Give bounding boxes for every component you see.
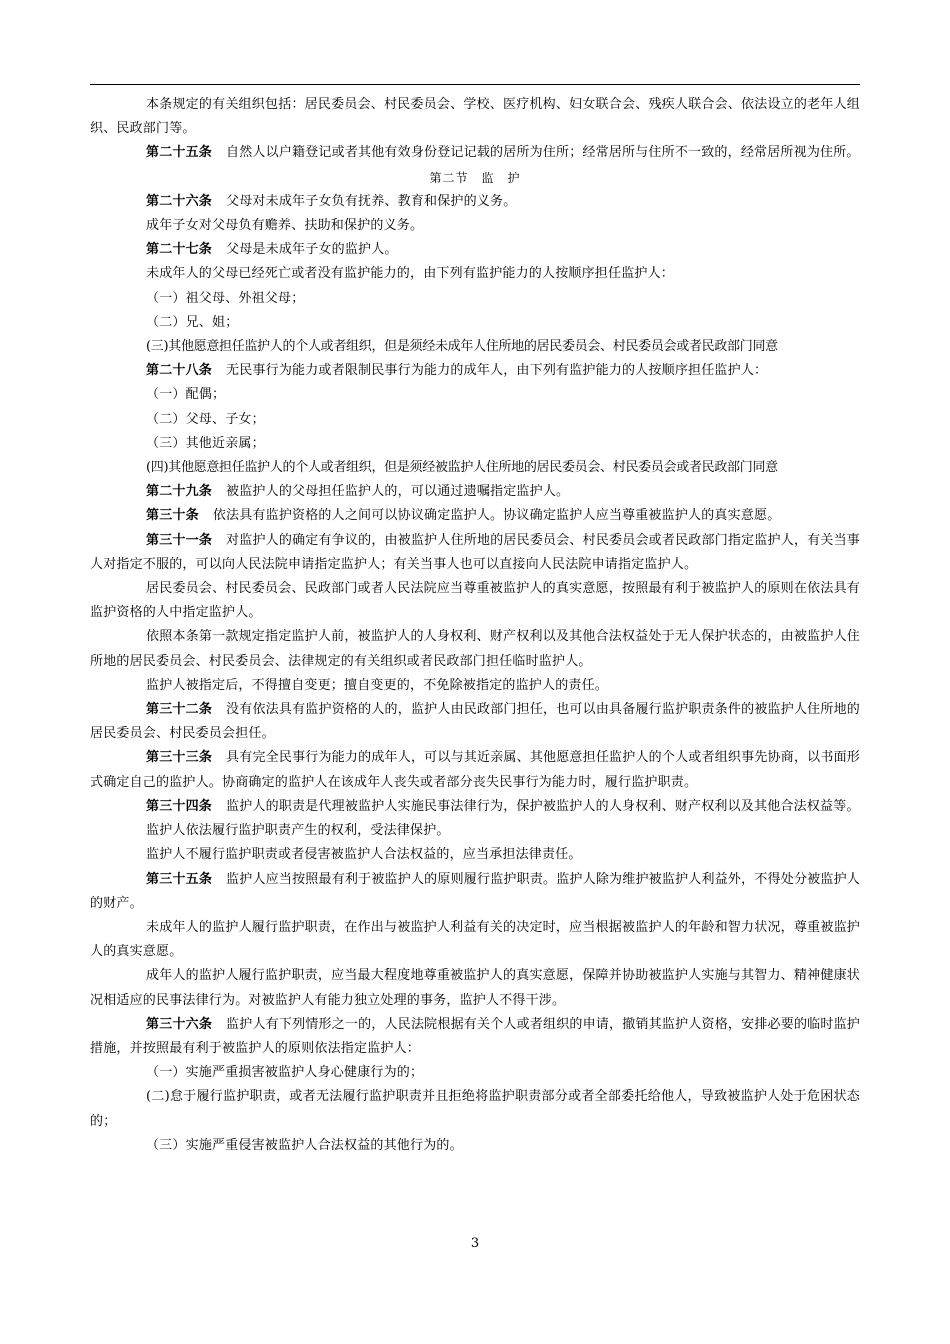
paragraph: 成年子女对父母负有赡养、扶助和保护的义务。 bbox=[146, 218, 424, 234]
paragraph: 成年人的监护人履行监护职责，应当最大程度地尊重被监护人的真实意愿，保障并协助被监护人实施与其智力、精神健康状况相适应的民事法律行为。对被监护人有能力独立处理的事务，监护人不得干涉。 bbox=[90, 968, 860, 1008]
paragraph: 本条规定的有关组织包括：居民委员会、村民委员会、学校、医疗机构、妇女联合会、残疾人联合会、依法设立的老年人组织、民政部门等。 bbox=[90, 97, 860, 137]
article-28: 第二十八条 无民事行为能力或者限制民事行为能力的成年人，由下列有监护能力的人按顺序担任监护人： bbox=[146, 363, 768, 379]
article-label: 第三十条 bbox=[146, 508, 199, 524]
article-27: 第二十七条 父母是未成年子女的监护人。 bbox=[146, 242, 398, 258]
article-33: 第三十三条 具有完全民事行为能力的成年人，可以与其近亲属、其他愿意担任监护人的个人或者组织事先协商，以书面形式确定自己的监护人。协商确定的监护人在该成年人丧失或者部分丧失民事行为能力时，履行监护职责。 bbox=[90, 750, 860, 790]
paragraph: 未成年人的父母已经死亡或者没有监护能力的，由下列有监护能力的人按顺序担任监护人： bbox=[146, 266, 675, 282]
paragraph: 依照本条第一款规定指定监护人前，被监护人的人身权利、财产权利以及其他合法权益处于无人保护状态的，由被监护人住所地的居民委员会、村民委员会、法律规定的有关组织或者民政部门担任临时监护人。 bbox=[90, 629, 860, 669]
paragraph: 监护人不履行监护职责或者侵害被监护人合法权益的，应当承担法律责任。 bbox=[146, 847, 582, 863]
article-label: 第二十六条 bbox=[146, 193, 213, 209]
article-26: 第二十六条 父母对未成年子女负有抚养、教育和保护的义务。 bbox=[146, 193, 517, 209]
article-label: 第三十三条 bbox=[146, 750, 213, 766]
article-label: 第三十五条 bbox=[146, 871, 213, 887]
list-item: (二)怠于履行监护职责，或者无法履行监护职责并且拒绝将监护职责部分或者全部委托给他人，导致被监护人处于危困状态的； bbox=[90, 1089, 860, 1129]
article-label: 第二十五条 bbox=[146, 145, 213, 161]
list-item: （三）实施严重侵害被监护人合法权益的其他行为的。 bbox=[146, 1137, 463, 1153]
list-item: （一）配偶； bbox=[146, 387, 226, 403]
article-36: 第三十六条 监护人有下列情形之一的，人民法院根据有关个人或者组织的申请，撤销其监护人资格，安排必要的临时监护措施，并按照最有利于被监护人的原则依法指定监护人： bbox=[90, 1016, 860, 1056]
article-31: 第三十一条 对监护人的确定有争议的，由被监护人住所地的居民委员会、村民委员会或者民政部门指定监护人，有关当事人对指定不服的，可以向人民法院申请指定监护人；有关当事人也可以直接向人民法院申请指定监护人。 bbox=[90, 532, 860, 572]
article-25: 第二十五条 自然人以户籍登记或者其他有效身份登记记载的居所为住所；经常居所与住所不一致的，经常居所视为住所。 bbox=[146, 145, 860, 161]
header-rule bbox=[90, 84, 860, 85]
list-item: （一）祖父母、外祖父母； bbox=[146, 290, 305, 306]
article-label: 第二十九条 bbox=[146, 484, 213, 500]
list-item: （一）实施严重损害被监护人身心健康行为的； bbox=[146, 1065, 424, 1081]
page-number: 3 bbox=[470, 1236, 480, 1251]
article-label: 第二十七条 bbox=[146, 242, 213, 258]
article-35: 第三十五条 监护人应当按照最有利于被监护人的原则履行监护职责。监护人除为维护被监护人利益外，不得处分被监护人的财产。 bbox=[90, 871, 860, 911]
article-label: 第二十八条 bbox=[146, 363, 213, 379]
list-item: (四)其他愿意担任监护人的个人或者组织，但是须经被监护人住所地的居民委员会、村民委员会或者民政部门同意 bbox=[146, 460, 778, 476]
list-item: （三）其他近亲属； bbox=[146, 435, 265, 451]
document-body bbox=[90, 93, 860, 1158]
list-item: （二）兄、姐； bbox=[146, 314, 239, 330]
paragraph: 监护人被指定后，不得擅自变更；擅自变更的，不免除被指定的监护人的责任。 bbox=[146, 677, 609, 693]
list-item: (三)其他愿意担任监护人的个人或者组织，但是须经未成年人住所地的居民委员会、村民委员会或者民政部门同意 bbox=[146, 339, 778, 355]
article-29: 第二十九条 被监护人的父母担任监护人的，可以通过遗嘱指定监护人。 bbox=[146, 484, 570, 500]
list-item: （二）父母、子女； bbox=[146, 411, 265, 427]
paragraph: 监护人依法履行监护职责产生的权利，受法律保护。 bbox=[146, 823, 450, 839]
article-label: 第三十一条 bbox=[146, 532, 213, 548]
article-34: 第三十四条 监护人的职责是代理被监护人实施民事法律行为，保护被监护人的人身权利、财产权利以及其他合法权益等。 bbox=[146, 798, 860, 814]
article-label: 第三十二条 bbox=[146, 702, 213, 718]
article-30: 第三十条 依法具有监护资格的人之间可以协议确定监护人。协议确定监护人应当尊重被监护人的真实意愿。 bbox=[146, 508, 781, 524]
article-label: 第三十六条 bbox=[146, 1016, 213, 1032]
article-32: 第三十二条 没有依法具有监护资格的人的，监护人由民政部门担任，也可以由具备履行监护职责条件的被监护人住所地的居民委员会、村民委员会担任。 bbox=[90, 702, 860, 742]
article-label: 第三十四条 bbox=[146, 798, 213, 814]
paragraph: 未成年人的监护人履行监护职责，在作出与被监护人利益有关的决定时，应当根据被监护人的年龄和智力状况，尊重被监护人的真实意愿。 bbox=[90, 919, 860, 960]
paragraph: 居民委员会、村民委员会、民政部门或者人民法院应当尊重被监护人的真实意愿，按照最有利于被监护人的原则在依法具有监护资格的人中指定监护人。 bbox=[90, 581, 860, 621]
section-heading: 第二节 监 护 bbox=[429, 170, 521, 185]
